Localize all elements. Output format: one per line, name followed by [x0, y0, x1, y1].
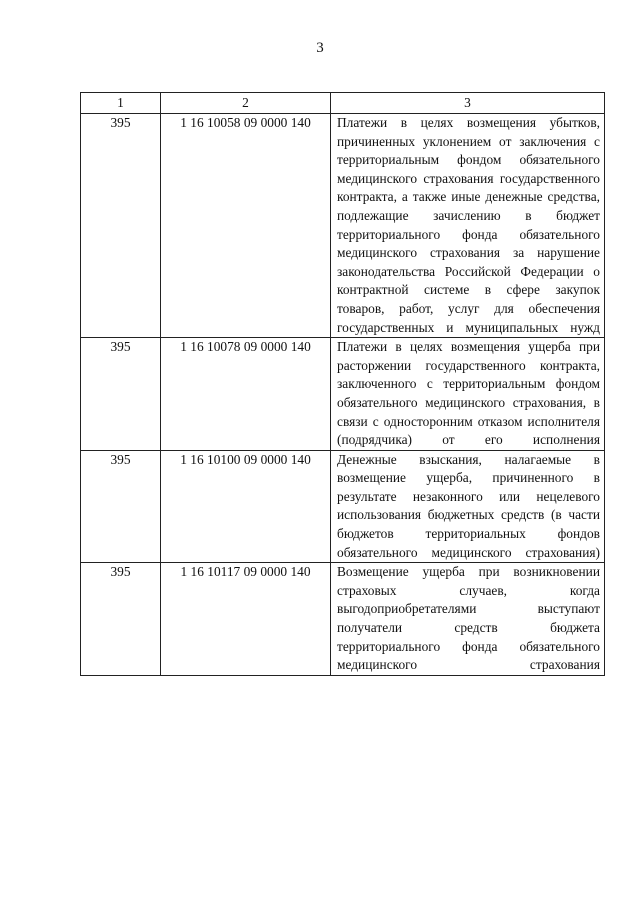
table-header-row — [81, 93, 605, 114]
description-text: Платежи в целях возмещения ущерба при расторжении государственного контракта, заключенного с территориальным фондом обязательного медицинского страхования, в связи с односторонним отказом исполнителя (подрядчика) от его исполнения — [337, 339, 600, 448]
column-header-1: 1 — [81, 93, 161, 114]
description-text: Денежные взыскания, налагаемые в возмещение ущерба, причиненного в результате незаконного или нецелевого использования бюджетных средств (в части бюджетов территориальных фондов обязательного медицинского страхования) — [337, 451, 600, 560]
admin-code-cell: 395 — [81, 114, 161, 338]
column-header-3: 3 — [331, 93, 605, 114]
description-text: Платежи в целях возмещения убытков, причиненных уклонением от заключения с территориальным фондом обязательного медицинского страхования государственного контракта, а также иные денежные средства, подлежащие зачислению в бюджет территориального фонда обязательного медицинского страхования за нарушение законодательства Российской Федерации о контрактной системе в сфере закупок товаров, работ, услуг для обеспечения государственных и муниципальных нужд — [337, 115, 600, 335]
budget-code-cell: 1 16 10078 09 0000 140 — [161, 338, 331, 451]
admin-code-cell: 395 — [81, 338, 161, 451]
table-row — [81, 450, 605, 563]
admin-code-cell: 395 — [81, 563, 161, 676]
page-number: 3 — [316, 40, 324, 56]
table-row — [81, 114, 605, 338]
description-text: Возмещение ущерба при возникновении страховых случаев, когда выгодоприобретателями выступают получатели средств бюджета территориального фонда обязательного медицинского страхования — [337, 564, 600, 673]
budget-code-cell: 1 16 10117 09 0000 140 — [161, 563, 331, 676]
description-cell — [331, 338, 605, 451]
column-header-2: 2 — [161, 93, 331, 114]
budget-code-cell: 1 16 10100 09 0000 140 — [161, 450, 331, 563]
revenue-codes-table — [80, 92, 605, 676]
table-row — [81, 563, 605, 676]
description-cell — [331, 450, 605, 563]
description-cell — [331, 114, 605, 338]
budget-code-cell: 1 16 10058 09 0000 140 — [161, 114, 331, 338]
description-cell — [331, 563, 605, 676]
table-row — [81, 338, 605, 451]
admin-code-cell: 395 — [81, 450, 161, 563]
